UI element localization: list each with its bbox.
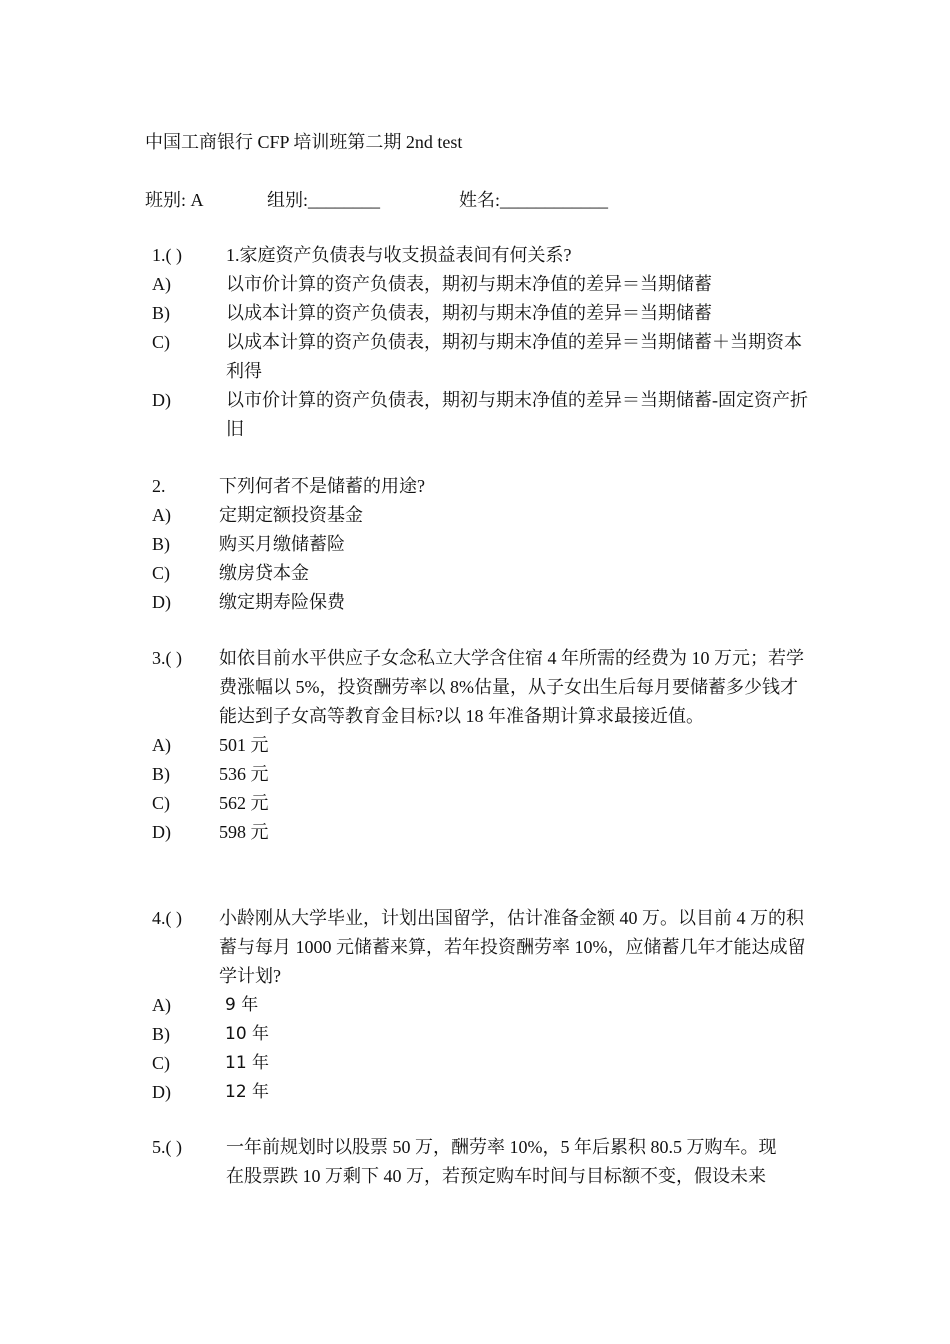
option-label: B) (152, 534, 170, 554)
option-text: 598 元 (219, 822, 269, 842)
option-label: D) (152, 390, 171, 410)
option-label: A) (152, 274, 171, 294)
option-text: 562 元 (219, 793, 269, 813)
option-text: 以成本计算的资产负债表，期初与期末净值的差异＝当期储蓄 (226, 303, 712, 323)
option-label: D) (152, 592, 171, 612)
option-text: 9 年 (225, 995, 259, 1015)
option-text: 10 年 (225, 1024, 270, 1044)
option-label: A) (152, 735, 171, 755)
option-text: 536 元 (219, 764, 269, 784)
option-text: 缴房贷本金 (219, 563, 309, 583)
class-field: 班别: A (145, 190, 204, 210)
option-text: 缴定期寿险保费 (219, 592, 345, 612)
question-number: 2. (152, 476, 166, 496)
question-number: 1.( ) (152, 245, 182, 265)
question-number: 5.( ) (152, 1137, 182, 1157)
option-label: C) (152, 563, 170, 583)
group-field: 组别:________ (267, 190, 381, 210)
question-number: 3.( ) (152, 648, 182, 668)
option-label: B) (152, 303, 170, 323)
option-text: 定期定额投资基金 (219, 505, 363, 525)
option-label: B) (152, 1024, 170, 1044)
option-text: 12 年 (225, 1082, 270, 1102)
option-label: C) (152, 332, 170, 352)
option-label: A) (152, 505, 171, 525)
question-prompt: 下列何者不是储蓄的用途? (219, 476, 425, 496)
document-title: 中国工商银行 CFP 培训班第二期 2nd test (145, 132, 463, 152)
question-prompt: 小龄刚从大学毕业，计划出国留学，估计准备金额 40 万。以目前 4 万的积蓄与每月 1000 元储蓄来算，若年投资酬劳率 10%，应储蓄几年才能达成留学计划? (219, 908, 806, 986)
question-2 (152, 472, 812, 617)
option-text: 501 元 (219, 735, 269, 755)
option-label: C) (152, 793, 170, 813)
option-label: B) (152, 764, 170, 784)
question-prompt: 一年前规划时以股票 50 万，酬劳率 10%，5 年后累积 80.5 万购车。现 (226, 1137, 777, 1157)
option-text: 11 年 (225, 1053, 270, 1073)
option-text: 以成本计算的资产负债表，期初与期末净值的差异＝当期储蓄＋当期资本利得 (226, 332, 802, 381)
option-label: C) (152, 1053, 170, 1073)
question-3 (152, 644, 812, 847)
question-number: 4.( ) (152, 908, 182, 928)
question-prompt-continued: 在股票跌 10 万剩下 40 万，若预定购车时间与目标额不变，假设未来 (226, 1166, 766, 1186)
question-4 (152, 904, 812, 1107)
option-label: A) (152, 995, 171, 1015)
question-spacer (152, 1162, 226, 1191)
option-text: 以市价计算的资产负债表，期初与期末净值的差异＝当期储蓄-固定资产折旧 (226, 390, 808, 439)
question-1 (152, 241, 812, 444)
question-5 (152, 1133, 812, 1191)
option-label: D) (152, 1082, 171, 1102)
option-text: 以市价计算的资产负债表，期初与期末净值的差异＝当期储蓄 (226, 274, 712, 294)
name-field: 姓名:____________ (459, 190, 609, 210)
question-prompt: 1.家庭资产负债表与收支损益表间有何关系? (226, 245, 572, 265)
option-label: D) (152, 822, 171, 842)
option-text: 购买月缴储蓄险 (219, 534, 345, 554)
question-prompt: 如依目前水平供应子女念私立大学含住宿 4 年所需的经费为 10 万元；若学费涨幅以 5%，投资酬劳率以 8%估量，从子女出生后每月要储蓄多少钱才能达到子女高等教育金目标?以 18 年准备期计算求最接近值。 (219, 648, 804, 726)
